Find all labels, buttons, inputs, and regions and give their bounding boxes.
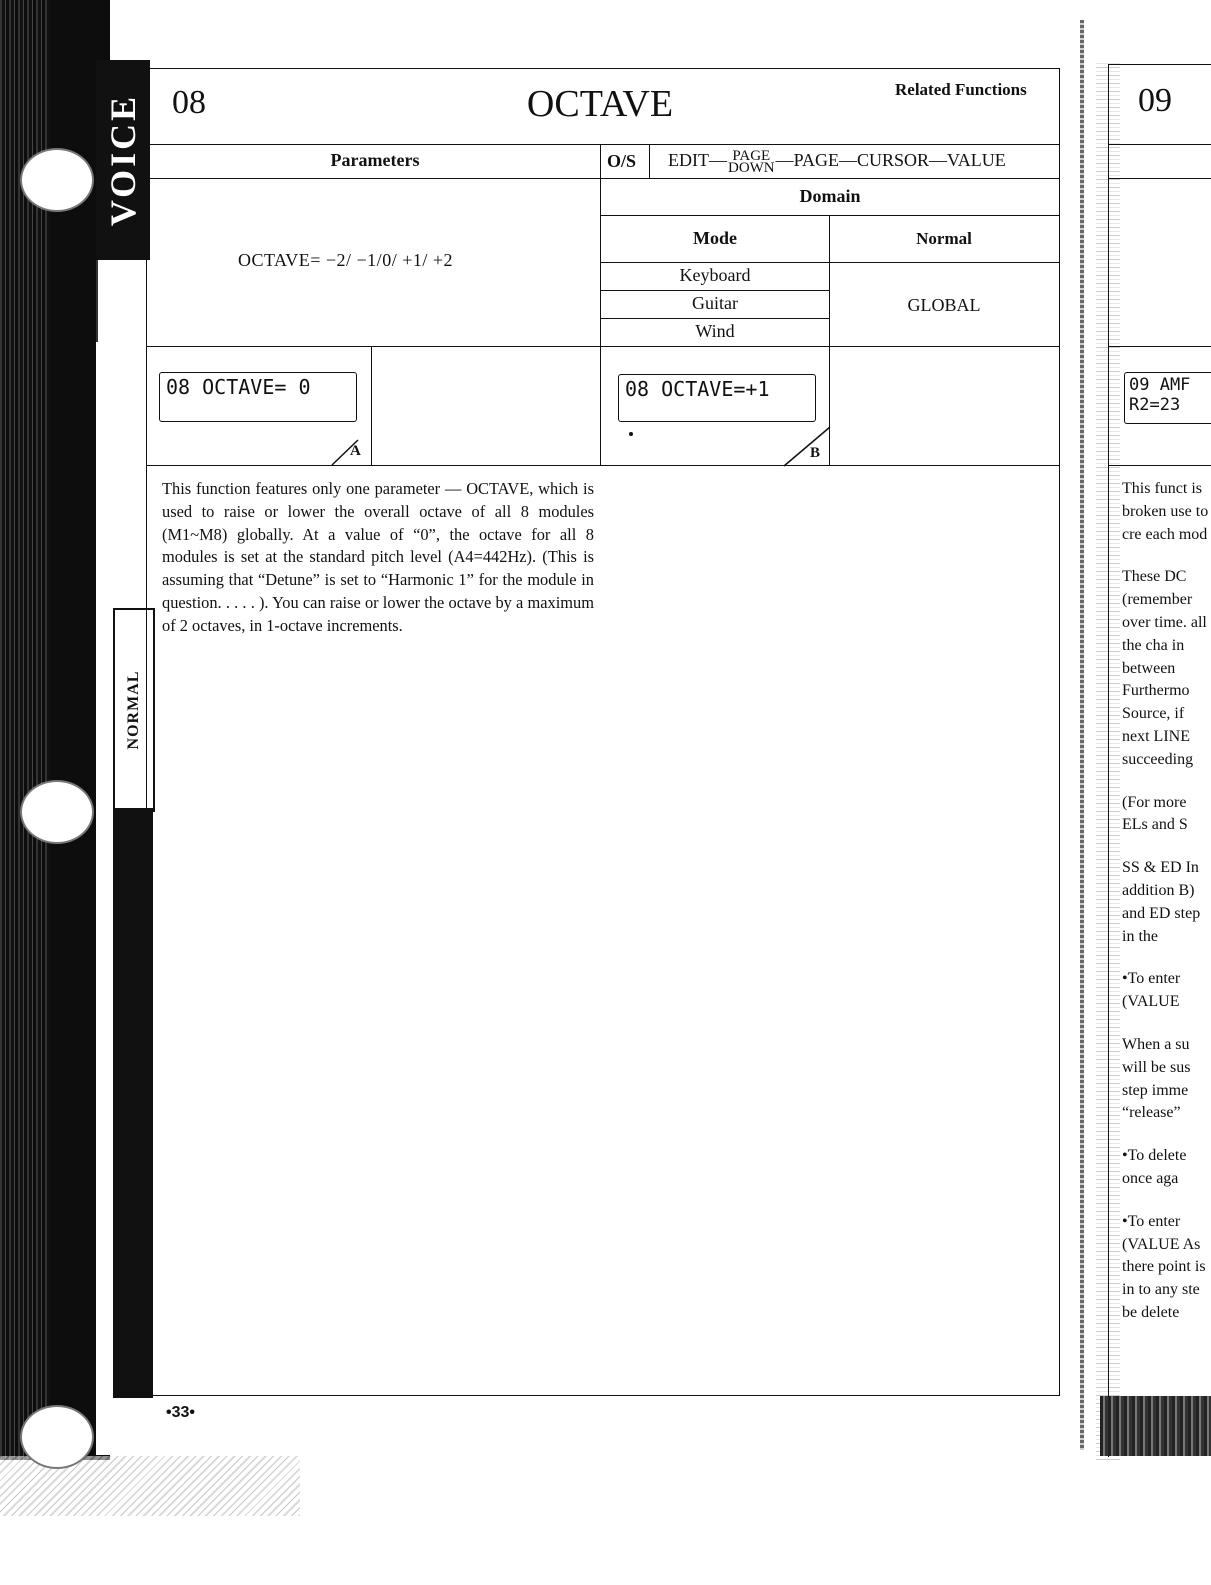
corner-b-icon <box>782 425 832 467</box>
rule <box>601 290 830 291</box>
next-paragraph: SS & ED In addition B) and ED step in the <box>1122 859 1201 945</box>
function-number: 08 <box>172 84 206 121</box>
rule <box>600 144 601 466</box>
lcd-display-a <box>159 372 357 422</box>
binder-hole-icon <box>20 780 94 844</box>
next-paragraph: These DC (remember over time. all the cha in between Furthermo Source, if next LINE succeeding <box>1122 568 1207 768</box>
path-dash: — <box>775 150 794 171</box>
rule <box>601 215 1060 216</box>
rule <box>146 465 1060 466</box>
mode-wind: Wind <box>695 321 735 341</box>
page-stack-texture <box>0 0 50 1460</box>
rule <box>601 318 830 319</box>
normal-heading: Normal <box>916 229 972 248</box>
normal-tab-label: NORMAL <box>125 670 142 750</box>
page-down-key <box>728 150 775 174</box>
next-lcd-display <box>1124 372 1211 424</box>
rule <box>649 144 650 178</box>
function-title: OCTAVE <box>526 83 674 125</box>
description-paragraph: This function features only one parameter — OCTAVE, which is used to raise or lower the overall octave of all 8 modules (M1~M8) globally. At a value of “0”, the octave for all 8 modules is set at the standard pitch level (A4=442Hz). (This is assuming that “Detune” is set to “Harmonic 1” for the module in question. . . . . ). You can raise or lower the octave by a maximum of 2 octaves, in 1-octave increments. <box>162 479 594 635</box>
next-page-text <box>1122 478 1211 1345</box>
next-paragraph: (For more ELs and S <box>1122 793 1188 834</box>
binder-hole-icon <box>20 1405 94 1469</box>
rule <box>1108 178 1211 179</box>
binder-hole-icon <box>20 148 94 212</box>
rule <box>601 262 1060 263</box>
path-dash: — <box>708 150 727 171</box>
rule <box>1108 465 1211 466</box>
rule <box>1108 346 1211 347</box>
next-paragraph: •To delete once aga <box>1122 1147 1187 1187</box>
edit-key: EDIT <box>668 150 709 171</box>
mode-keyboard: Keyboard <box>679 265 751 285</box>
next-lcd-line1: 09 AMF <box>1129 375 1191 395</box>
value-key: VALUE <box>947 150 1006 171</box>
next-function-number: 09 <box>1138 82 1172 119</box>
next-paragraph: This funct is broken use to cre each mod <box>1122 480 1209 543</box>
page-down-top: PAGE <box>732 148 771 164</box>
rule <box>146 346 1060 347</box>
lcd-a-text: 08 OCTAVE= 0 <box>166 375 311 399</box>
voice-tab-label: VOICE <box>103 93 143 227</box>
domain-value: GLOBAL <box>907 295 981 315</box>
next-lcd-line2: R2=23 <box>1129 395 1181 415</box>
path-dash: — <box>929 150 948 171</box>
mode-guitar: Guitar <box>692 293 738 313</box>
page-key: PAGE <box>793 150 839 171</box>
domain-heading: Domain <box>799 186 861 206</box>
lcd-a-label: A <box>350 443 361 459</box>
rule <box>146 144 1060 145</box>
cursor-dot <box>629 432 633 436</box>
page-stack-texture <box>1100 1396 1211 1456</box>
next-paragraph: •To enter (VALUE <box>1122 970 1181 1011</box>
description-text <box>162 478 594 638</box>
lcd-b-label: B <box>810 445 821 461</box>
next-paragraph: When a su will be sus step imme “release” <box>1122 1035 1191 1122</box>
os-heading: O/S <box>607 151 637 171</box>
path-dash: — <box>839 150 857 171</box>
voice-section-tab <box>96 60 150 260</box>
parameters-heading: Parameters <box>330 150 420 170</box>
page-gutter <box>1080 20 1084 1450</box>
rule <box>1108 144 1211 145</box>
related-functions-label: Related Functions <box>895 80 1027 99</box>
lcd-b-text: 08 OCTAVE=+1 <box>625 377 770 401</box>
tab-divider <box>96 260 152 342</box>
edit-key-path <box>668 150 1006 174</box>
page-down-bottom: DOWN <box>727 160 775 176</box>
cursor-key: CURSOR <box>857 150 930 171</box>
next-paragraph: •To enter (VALUE As there point is in to any ste be delete <box>1122 1212 1206 1321</box>
lcd-display-b <box>618 374 816 422</box>
rule <box>146 178 1060 179</box>
mode-heading: Mode <box>693 228 737 248</box>
page-number: •33• <box>166 1404 195 1421</box>
octave-range: OCTAVE= −2/ −1/0/ +1/ +2 <box>238 250 453 270</box>
